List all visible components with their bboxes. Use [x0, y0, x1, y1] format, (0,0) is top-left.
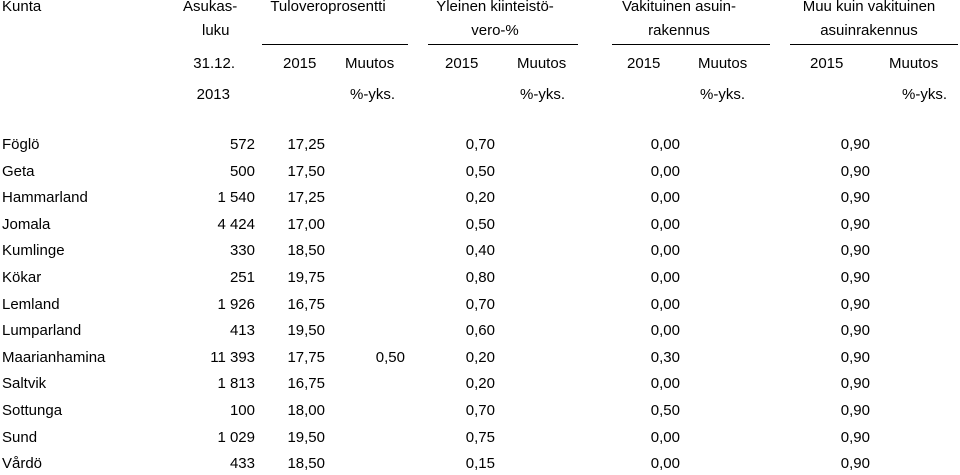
- cell-tulovero-muutos: 0,50: [375, 349, 405, 366]
- cell-kunta: Saltvik: [2, 375, 47, 392]
- header-vakituinen-muutos: Muutos: [698, 55, 748, 72]
- cell-tulovero-2015: 17,25: [287, 136, 325, 153]
- cell-asukasluku: 1 926: [217, 296, 255, 313]
- cell-tulovero-2015: 17,50: [287, 163, 325, 180]
- cell-kunta: Lemland: [2, 296, 60, 313]
- cell-muu-2015: 0,90: [840, 269, 870, 286]
- cell-vakituinen-2015: 0,00: [650, 163, 680, 180]
- cell-vakituinen-2015: 0,00: [650, 322, 680, 339]
- header-tulovero-year: 2015: [283, 55, 317, 72]
- cell-kunta: Hammarland: [2, 189, 88, 206]
- cell-vakituinen-2015: 0,00: [650, 242, 680, 259]
- cell-muu-2015: 0,90: [840, 242, 870, 259]
- cell-yleinen-2015: 0,50: [465, 216, 495, 233]
- cell-tulovero-2015: 17,75: [287, 349, 325, 366]
- header-yleinen-muutos: Muutos: [517, 55, 567, 72]
- muu-underline: [790, 44, 958, 45]
- cell-tulovero-2015: 16,75: [287, 375, 325, 392]
- cell-muu-2015: 0,90: [840, 349, 870, 366]
- cell-vakituinen-2015: 0,00: [650, 136, 680, 153]
- cell-asukasluku: 413: [229, 322, 255, 339]
- cell-muu-2015: 0,90: [840, 402, 870, 419]
- cell-muu-2015: 0,90: [840, 163, 870, 180]
- cell-muu-2015: 0,90: [840, 455, 870, 472]
- header-tulovero: Tuloveroprosentti: [270, 0, 386, 15]
- cell-muu-2015: 0,90: [840, 296, 870, 313]
- cell-asukasluku: 1 029: [217, 429, 255, 446]
- cell-yleinen-2015: 0,60: [465, 322, 495, 339]
- header-muu-muutos: Muutos: [889, 55, 939, 72]
- cell-yleinen-2015: 0,20: [465, 189, 495, 206]
- header-yleinen-year: 2015: [445, 55, 479, 72]
- header-tulovero-muutos: Muutos: [345, 55, 395, 72]
- cell-muu-2015: 0,90: [840, 189, 870, 206]
- cell-muu-2015: 0,90: [840, 136, 870, 153]
- cell-kunta: Sottunga: [2, 402, 63, 419]
- cell-vakituinen-2015: 0,50: [650, 402, 680, 419]
- cell-tulovero-2015: 19,50: [287, 429, 325, 446]
- header-muu-line1: Muu kuin vakituinen: [802, 0, 936, 15]
- header-yleinen-unit: %-yks.: [520, 86, 565, 103]
- cell-yleinen-2015: 0,80: [465, 269, 495, 286]
- cell-muu-2015: 0,90: [840, 216, 870, 233]
- cell-asukasluku: 1 540: [217, 189, 255, 206]
- cell-kunta: Kumlinge: [2, 242, 65, 259]
- cell-vakituinen-2015: 0,00: [650, 429, 680, 446]
- cell-asukasluku: 330: [229, 242, 255, 259]
- vakituinen-underline: [612, 44, 770, 45]
- cell-vakituinen-2015: 0,00: [650, 455, 680, 472]
- header-kunta: Kunta: [2, 0, 42, 15]
- cell-yleinen-2015: 0,70: [465, 402, 495, 419]
- cell-vakituinen-2015: 0,00: [650, 296, 680, 313]
- cell-tulovero-2015: 19,50: [287, 322, 325, 339]
- cell-tulovero-2015: 17,25: [287, 189, 325, 206]
- cell-asukasluku: 4 424: [217, 216, 255, 233]
- cell-muu-2015: 0,90: [840, 322, 870, 339]
- cell-asukasluku: 1 813: [217, 375, 255, 392]
- cell-yleinen-2015: 0,15: [465, 455, 495, 472]
- cell-muu-2015: 0,90: [840, 429, 870, 446]
- cell-tulovero-2015: 18,50: [287, 455, 325, 472]
- header-tulovero-unit: %-yks.: [350, 86, 395, 103]
- cell-kunta: Kökar: [2, 269, 42, 286]
- header-date-line1: 31.12.: [193, 55, 235, 72]
- header-asukas-line1: Asukas-: [183, 0, 238, 15]
- cell-asukasluku: 100: [229, 402, 255, 419]
- header-date-line2: 2013: [196, 86, 230, 103]
- cell-tulovero-2015: 18,50: [287, 242, 325, 259]
- cell-kunta: Vårdö: [2, 455, 43, 472]
- header-yleinen-line1: Yleinen kiinteistö-: [436, 0, 554, 15]
- header-vakituinen-unit: %-yks.: [700, 86, 745, 103]
- cell-vakituinen-2015: 0,00: [650, 269, 680, 286]
- cell-yleinen-2015: 0,20: [465, 375, 495, 392]
- cell-tulovero-2015: 19,75: [287, 269, 325, 286]
- cell-vakituinen-2015: 0,00: [650, 216, 680, 233]
- tulovero-underline: [262, 44, 408, 45]
- cell-asukasluku: 433: [229, 455, 255, 472]
- cell-vakituinen-2015: 0,30: [650, 349, 680, 366]
- cell-kunta: Jomala: [2, 216, 51, 233]
- cell-yleinen-2015: 0,20: [465, 349, 495, 366]
- cell-yleinen-2015: 0,40: [465, 242, 495, 259]
- cell-kunta: Maarianhamina: [2, 349, 106, 366]
- header-vakituinen-line1: Vakituinen asuin-: [622, 0, 736, 15]
- cell-yleinen-2015: 0,70: [465, 136, 495, 153]
- cell-kunta: Lumparland: [2, 322, 82, 339]
- cell-vakituinen-2015: 0,00: [650, 375, 680, 392]
- cell-vakituinen-2015: 0,00: [650, 189, 680, 206]
- cell-kunta: Geta: [2, 163, 35, 180]
- cell-yleinen-2015: 0,70: [465, 296, 495, 313]
- cell-yleinen-2015: 0,75: [465, 429, 495, 446]
- header-muu-unit: %-yks.: [902, 86, 947, 103]
- cell-tulovero-2015: 17,00: [287, 216, 325, 233]
- cell-kunta: Föglö: [2, 136, 40, 153]
- cell-asukasluku: 11 393: [210, 349, 255, 366]
- header-yleinen-line2: vero-%: [471, 22, 519, 39]
- cell-yleinen-2015: 0,50: [465, 163, 495, 180]
- header-vakituinen-year: 2015: [627, 55, 661, 72]
- cell-muu-2015: 0,90: [840, 375, 870, 392]
- cell-asukasluku: 251: [229, 269, 255, 286]
- header-muu-year: 2015: [810, 55, 844, 72]
- cell-asukasluku: 572: [229, 136, 255, 153]
- header-vakituinen-line2: rakennus: [648, 22, 710, 39]
- cell-tulovero-2015: 18,00: [287, 402, 325, 419]
- cell-asukasluku: 500: [229, 163, 255, 180]
- header-asukas-line2: luku: [202, 22, 230, 39]
- cell-tulovero-2015: 16,75: [287, 296, 325, 313]
- yleinen-underline: [428, 44, 578, 45]
- cell-kunta: Sund: [2, 429, 38, 446]
- header-muu-line2: asuinrakennus: [820, 22, 918, 39]
